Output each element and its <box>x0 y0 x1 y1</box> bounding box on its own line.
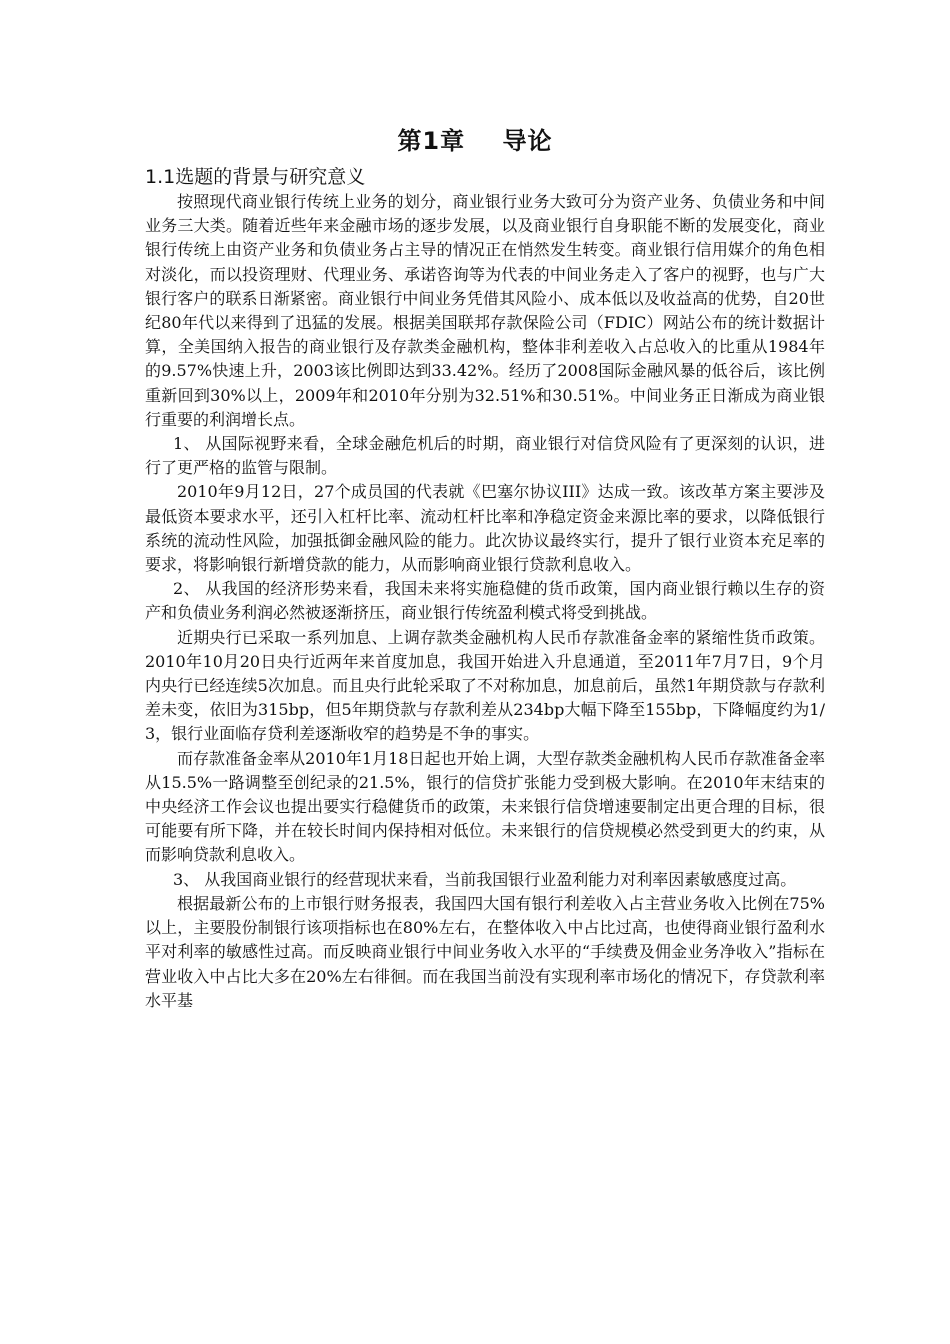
section-title: 1.1选题的背景与研究意义 <box>145 166 366 188</box>
paragraph-interest-rates: 近期央行已采取一系列加息、上调存款类金融机构人民币存款准备金率的紧缩性货币政策。2010年10月20日央行近两年来首度加息，我国开始进入升息通道，至2011年7月7日，9个月内央行已经连续5次加息。而且央行此轮采取了不对称加息，加息前后，虽然1年期贷款与存款利差未变，依旧为315bp，但5年期贷款与存款利差从234bp大幅下降至155bp，下降幅度约为1/3，银行业面临存贷利差逐渐收窄的趋势是不争的事实。 <box>145 627 825 744</box>
chapter-title: 第1章 导论 <box>397 127 553 155</box>
paragraph-financial-reports: 根据最新公布的上市银行财务报表，我国四大国有银行利差收入占主营业务收入比例在75%以上，主要股份制银行该项指标也在80%左右，在整体收入中占比过高，也使得商业银行盈利水平对利率的敏感性过高。而反映商业银行中间业务收入水平的“手续费及佣金业务净收入”指标在营业收入中占比大多在20%左右徘徊。而在我国当前没有实现利率市场化的情况下，存贷款利率水平基 <box>145 893 825 1010</box>
paragraph-reserve-ratio: 而存款准备金率从2010年1月18日起也开始上调，大型存款类金融机构人民币存款准备金率从15.5%一路调整至创纪录的21.5%，银行的信贷扩张能力受到极大影响。在2010年末结束的中央经济工作会议也提出要实行稳健货币的政策，未来银行信贷增速要制定出更合理的目标，很可能要有所下降，并在较长时间内保持相对低位。未来银行的信贷规模必然受到更大的约束，从而影响贷款利息收入。 <box>145 748 825 865</box>
paragraph-basel: 2010年9月12日，27个成员国的代表就《巴塞尔协议III》达成一致。该改革方案主要涉及最低资本要求水平，还引入杠杆比率、流动杠杆比率和净稳定资金来源比率的要求，以降低银行系统的流动性风险，加强抵御金融风险的能力。此次协议最终实行，提升了银行业资本充足率的要求，将影响银行新增贷款的能力，从而影响商业银行贷款利息收入。 <box>145 482 825 575</box>
document-body <box>145 190 825 1013</box>
list-item-bank-operations: 3、 从我国商业银行的经营现状来看，当前我国银行业盈利能力对利率因素敏感度过高。 <box>173 869 797 889</box>
list-item-domestic-economy: 2、 从我国的经济形势来看，我国未来将实施稳健的货币政策，国内商业银行赖以生存的资产和负债业务利润必然被逐渐挤压，商业银行传统盈利模式将受到挑战。 <box>145 579 825 623</box>
paragraph-intro: 按照现代商业银行传统上业务的划分，商业银行业务大致可分为资产业务、负债业务和中间业务三大类。随着近些年来金融市场的逐步发展，以及商业银行自身职能不断的发展变化，商业银行传统上由资产业务和负债业务占主导的情况正在悄然发生转变。商业银行信用媒介的角色相对淡化，而以投资理财、代理业务、承诺咨询等为代表的中间业务走入了客户的视野，也与广大银行客户的联系日渐紧密。商业银行中间业务凭借其风险小、成本低以及收益高的优势，自20世纪80年代以来得到了迅猛的发展。根据美国联邦存款保险公司（FDIC）网站公布的统计数据计算，全美国纳入报告的商业银行及存款类金融机构，整体非利差收入占总收入的比重从1984年的9.57%快速上升，2003该比例即达到33.42%。经历了2008国际金融风暴的低谷后，该比例重新回到30%以上，2009年和2010年分别为32.51%和30.51%。中间业务正日渐成为商业银行重要的利润增长点。 <box>145 192 825 429</box>
list-item-international: 1、 从国际视野来看，全球金融危机后的时期，商业银行对信贷风险有了更深刻的认识，进行了更严格的监管与限制。 <box>145 434 825 478</box>
